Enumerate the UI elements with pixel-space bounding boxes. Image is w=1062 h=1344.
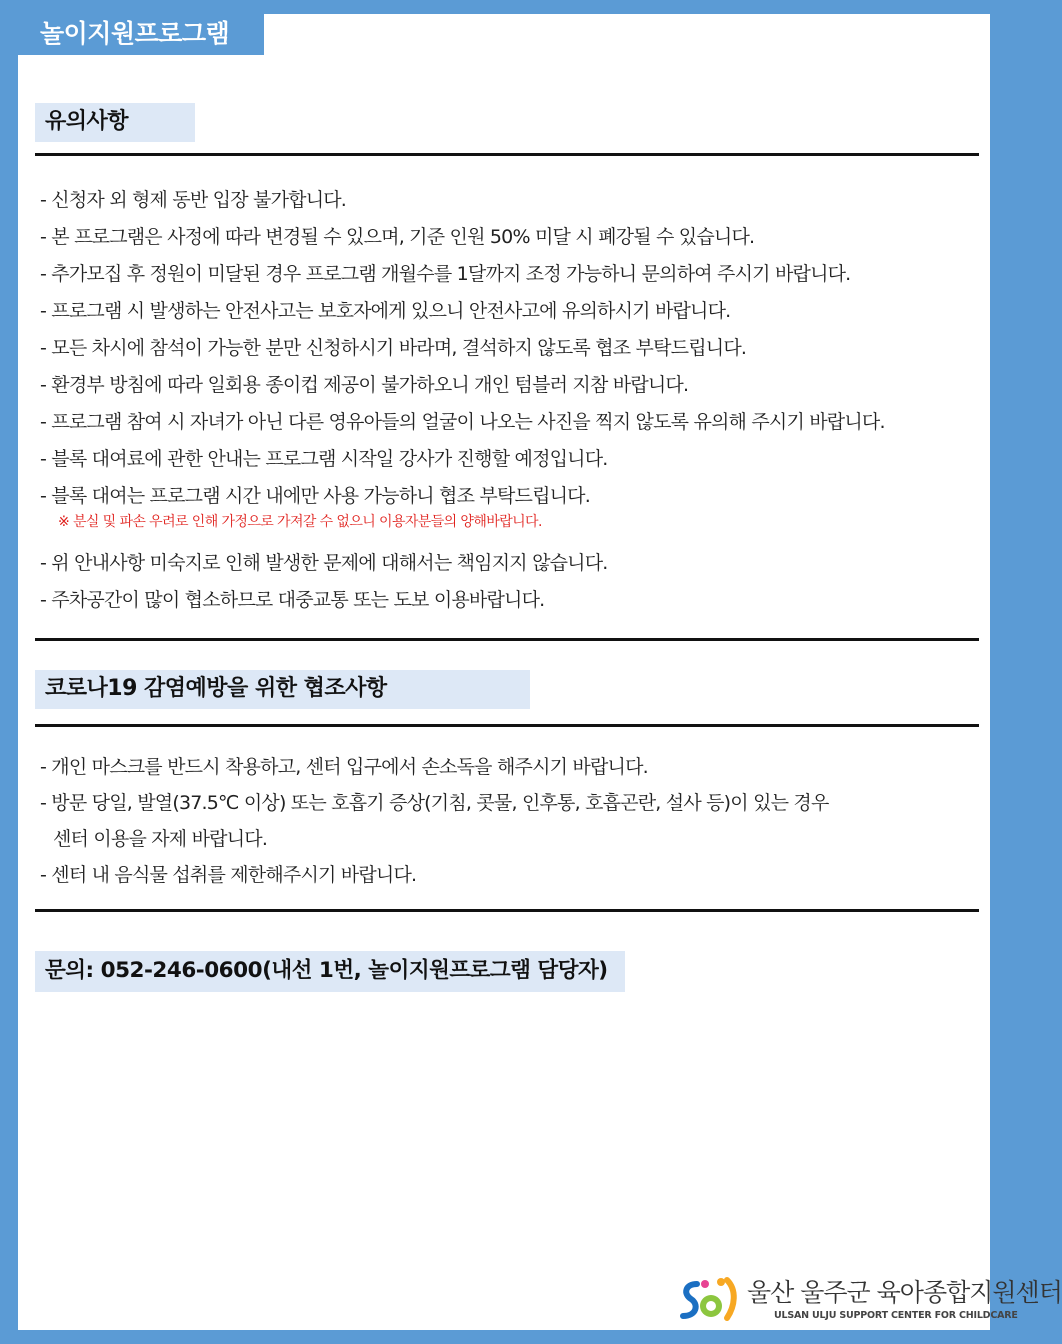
list-item: - 위 안내사항 미숙지로 인해 발생한 문제에 대해서는 책임지지 않습니다. xyxy=(40,552,608,574)
warning-note: ※ 분실 및 파손 우려로 인해 가정으로 가져갈 수 없으니 이용자분들의 양해바랍니다. xyxy=(58,514,542,530)
center-logo xyxy=(675,1276,1062,1326)
notice-list xyxy=(40,185,885,622)
list-item: - 센터 내 음식물 섭취를 제한해주시기 바랍니다. xyxy=(40,864,417,886)
list-item: - 추가모집 후 정원이 미달된 경우 프로그램 개월수를 1달까지 조정 가능하니 문의하여 주시기 바랍니다. xyxy=(40,263,851,285)
list-item: - 방문 당일, 발열(37.5℃ 이상) 또는 호흡기 증상(기침, 콧물, 인후통, 호흡곤란, 설사 등)이 있는 경우 xyxy=(40,792,829,814)
list-item: - 신청자 외 형제 동반 입장 불가합니다. xyxy=(40,189,347,211)
covid-list xyxy=(40,750,829,894)
center-name-korean: 울산 울주군 육아종합지원센터 xyxy=(747,1278,1062,1307)
list-item: - 프로그램 참여 시 자녀가 아닌 다른 영유아들의 얼굴이 나오는 사진을 찍지 않도록 유의해 주시기 바랍니다. xyxy=(40,411,885,433)
list-item: - 개인 마스크를 반드시 착용하고, 센터 입구에서 손소독을 해주시기 바랍니다. xyxy=(40,756,648,778)
page-title: 놀이지원프로그램 xyxy=(18,14,264,55)
center-logo-icon xyxy=(675,1276,745,1326)
covid-heading: 코로나19 감염예방을 위한 협조사항 xyxy=(35,670,530,709)
covid-bottom-divider xyxy=(35,909,979,912)
list-item: - 블록 대여는 프로그램 시간 내에만 사용 가능하니 협조 부탁드립니다. xyxy=(40,485,590,507)
notice-heading: 유의사항 xyxy=(35,103,195,142)
notice-bottom-divider xyxy=(35,638,979,641)
list-item: - 환경부 방침에 따라 일회용 종이컵 제공이 불가하오니 개인 텀블러 지참 바랍니다. xyxy=(40,374,689,396)
covid-top-divider xyxy=(35,724,979,727)
list-item: - 본 프로그램은 사정에 따라 변경될 수 있으며, 기준 인원 50% 미달 시 폐강될 수 있습니다. xyxy=(40,226,755,248)
contact-info: 문의: 052-246-0600(내선 1번, 놀이지원프로그램 담당자) xyxy=(35,951,625,992)
notice-top-divider xyxy=(35,153,979,156)
list-item: - 모든 차시에 참석이 가능한 분만 신청하시기 바라며, 결석하지 않도록 협조 부탁드립니다. xyxy=(40,337,747,359)
list-item: - 프로그램 시 발생하는 안전사고는 보호자에게 있으니 안전사고에 유의하시기 바랍니다. xyxy=(40,300,731,322)
center-name-english: ULSAN ULJU SUPPORT CENTER FOR CHILDCARE xyxy=(774,1310,1018,1321)
list-item: 센터 이용을 자제 바랍니다. xyxy=(53,828,268,850)
list-item: - 주차공간이 많이 협소하므로 대중교통 또는 도보 이용바랍니다. xyxy=(40,589,545,611)
list-item: - 블록 대여료에 관한 안내는 프로그램 시작일 강사가 진행할 예정입니다. xyxy=(40,448,608,470)
